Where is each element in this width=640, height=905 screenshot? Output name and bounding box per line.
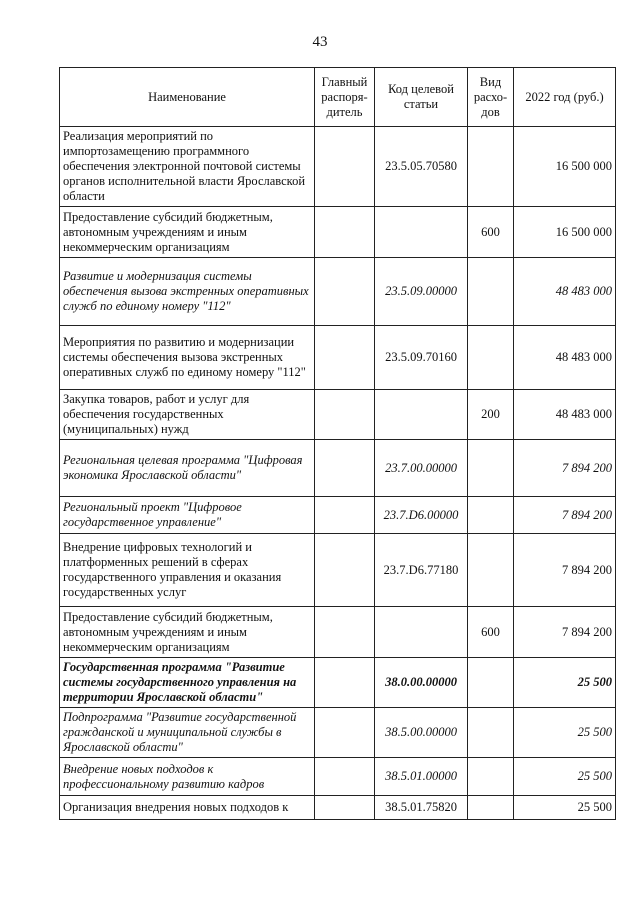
- row-kind: 200: [468, 390, 514, 440]
- row-kind: [468, 658, 514, 708]
- row-admin: [315, 127, 375, 207]
- table-row: [60, 326, 616, 390]
- row-admin: [315, 390, 375, 440]
- table-row: [60, 440, 616, 497]
- table-row: [60, 534, 616, 607]
- row-name: Предоставление субсидий бюджетным, автономным учреждениям и иным некоммерческим организациям: [60, 207, 315, 258]
- row-code: 23.7.00.00000: [375, 440, 468, 497]
- row-admin: [315, 497, 375, 534]
- table-row: [60, 258, 616, 326]
- row-kind: [468, 127, 514, 207]
- row-amount: 16 500 000: [514, 127, 616, 207]
- row-name: Государственная программа "Развитие системы государственного управления на территории Ярославской области": [60, 658, 315, 708]
- header-amount: 2022 год (руб.): [514, 68, 616, 127]
- header-kind: Вид расхо-дов: [468, 68, 514, 127]
- row-admin: [315, 796, 375, 820]
- row-code: [375, 390, 468, 440]
- row-name: Подпрограмма "Развитие государственной гражданской и муниципальной службы в Ярославской области": [60, 708, 315, 758]
- table-row: [60, 796, 616, 820]
- row-code: 23.5.09.70160: [375, 326, 468, 390]
- table-row: [60, 207, 616, 258]
- row-code: 38.5.01.00000: [375, 758, 468, 796]
- row-code: 23.5.05.70580: [375, 127, 468, 207]
- row-kind: [468, 708, 514, 758]
- row-name: Мероприятия по развитию и модернизации системы обеспечения вызова экстренных оперативных служб по единому номеру "112": [60, 326, 315, 390]
- row-kind: [468, 796, 514, 820]
- row-admin: [315, 207, 375, 258]
- row-amount: 25 500: [514, 708, 616, 758]
- row-name: Организация внедрения новых подходов к: [60, 796, 315, 820]
- row-amount: 16 500 000: [514, 207, 616, 258]
- budget-table: [59, 67, 616, 820]
- table-row: [60, 658, 616, 708]
- row-kind: [468, 326, 514, 390]
- row-name: Региональная целевая программа "Цифровая экономика Ярославской области": [60, 440, 315, 497]
- row-admin: [315, 534, 375, 607]
- row-name: Внедрение новых подходов к профессиональному развитию кадров: [60, 758, 315, 796]
- row-code: 38.5.01.75820: [375, 796, 468, 820]
- table-row: [60, 390, 616, 440]
- row-admin: [315, 258, 375, 326]
- row-amount: 7 894 200: [514, 440, 616, 497]
- row-kind: [468, 497, 514, 534]
- table-row: [60, 607, 616, 658]
- row-code: 23.7.D6.00000: [375, 497, 468, 534]
- header-admin: Главный распоря-дитель: [315, 68, 375, 127]
- row-admin: [315, 440, 375, 497]
- row-name: Внедрение цифровых технологий и платформенных решений в сферах государственного управления и оказания государственных услуг: [60, 534, 315, 607]
- table-row: [60, 497, 616, 534]
- row-amount: 25 500: [514, 758, 616, 796]
- row-admin: [315, 658, 375, 708]
- row-admin: [315, 326, 375, 390]
- row-name: Региональный проект "Цифровое государственное управление": [60, 497, 315, 534]
- row-code: 38.5.00.00000: [375, 708, 468, 758]
- row-admin: [315, 607, 375, 658]
- row-amount: 7 894 200: [514, 497, 616, 534]
- row-code: 23.5.09.00000: [375, 258, 468, 326]
- row-code: 38.0.00.00000: [375, 658, 468, 708]
- row-kind: [468, 258, 514, 326]
- row-name: Реализация мероприятий по импортозамещению программного обеспечения электронной почтовой системы органов исполнительной власти Ярославской области: [60, 127, 315, 207]
- row-amount: 25 500: [514, 796, 616, 820]
- table-row: [60, 708, 616, 758]
- page-number: 43: [312, 34, 328, 50]
- row-code: [375, 607, 468, 658]
- row-kind: [468, 440, 514, 497]
- row-name: Закупка товаров, работ и услуг для обеспечения государственных (муниципальных) нужд: [60, 390, 315, 440]
- row-amount: 48 483 000: [514, 258, 616, 326]
- row-amount: 7 894 200: [514, 607, 616, 658]
- row-name: Предоставление субсидий бюджетным, автономным учреждениям и иным некоммерческим организациям: [60, 607, 315, 658]
- header-code: Код целевой статьи: [375, 68, 468, 127]
- row-kind: 600: [468, 607, 514, 658]
- row-kind: [468, 534, 514, 607]
- row-admin: [315, 708, 375, 758]
- row-amount: 48 483 000: [514, 326, 616, 390]
- row-kind: 600: [468, 207, 514, 258]
- table-row: [60, 758, 616, 796]
- row-code: 23.7.D6.77180: [375, 534, 468, 607]
- table-header-row: [60, 68, 616, 127]
- row-name: Развитие и модернизация системы обеспечения вызова экстренных оперативных служб по единому номеру "112": [60, 258, 315, 326]
- table-row: [60, 127, 616, 207]
- row-amount: 48 483 000: [514, 390, 616, 440]
- row-kind: [468, 758, 514, 796]
- row-amount: 25 500: [514, 658, 616, 708]
- header-name: Наименование: [60, 68, 315, 127]
- row-amount: 7 894 200: [514, 534, 616, 607]
- row-admin: [315, 758, 375, 796]
- row-code: [375, 207, 468, 258]
